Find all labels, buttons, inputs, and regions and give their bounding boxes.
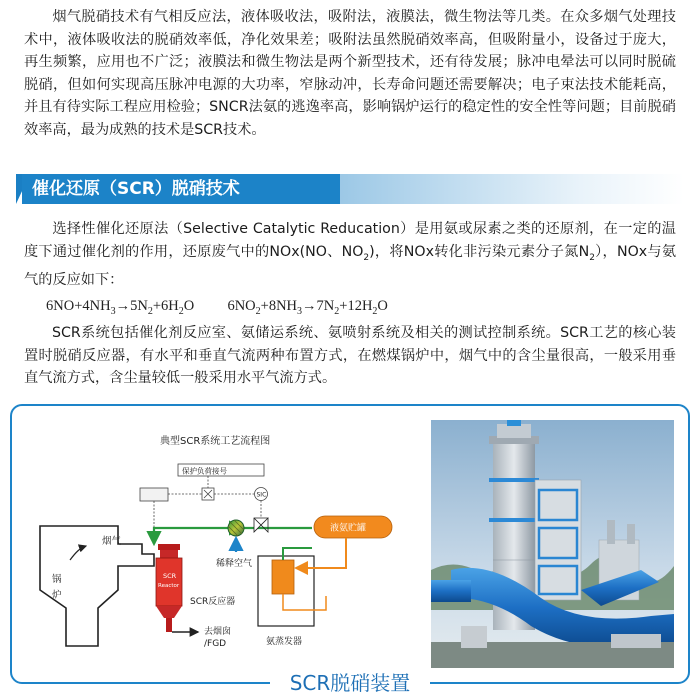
- reactor-text-2: Reactor: [158, 583, 180, 589]
- dilution-air-label: 稀释空气: [216, 559, 253, 569]
- eq2-part: O: [377, 298, 388, 314]
- boiler-outline: [40, 526, 154, 646]
- eq1-part: +6H: [152, 298, 179, 314]
- figure-caption: SCR脱硝装置: [270, 670, 430, 695]
- outlet-label-2: /FGD: [204, 639, 227, 649]
- eq1-sub: 2: [178, 305, 184, 317]
- scr-plant-photo: [431, 420, 674, 668]
- equation-1: [46, 298, 195, 317]
- eq2-part: +12H: [339, 298, 373, 314]
- section-heading-bar: [16, 174, 684, 204]
- eq2-sub: 3: [297, 305, 303, 317]
- outlet-label-1: 去烟囱: [204, 627, 232, 637]
- scr-intro-paragraph: [24, 218, 676, 292]
- eq1-part: 6NO+4NH: [46, 298, 111, 314]
- reaction-equations: [46, 298, 388, 317]
- eq2-sub: 2: [334, 305, 340, 317]
- eq2-part: →7N: [302, 298, 335, 314]
- eq2-sub: 2: [255, 305, 261, 317]
- scr-intro-sub-b: 2: [589, 252, 595, 263]
- heading-gradient: [340, 174, 684, 204]
- flue-gas-label: 烟气: [102, 536, 122, 547]
- scr-reactor: [156, 558, 182, 606]
- eq1-part: →5N: [115, 298, 148, 314]
- scr-process-diagram: [26, 420, 418, 668]
- section-title: 催化还原（SCR）脱硝技术: [22, 174, 340, 204]
- sic-label: SIC: [256, 491, 267, 499]
- evaporator-coil: [272, 560, 294, 594]
- intro-paragraph: [24, 6, 676, 142]
- reactor-label: SCR反应器: [190, 597, 236, 607]
- boiler-label-2: 炉: [52, 590, 62, 601]
- diagram-title: 典型SCR系统工艺流程图: [160, 436, 271, 447]
- eq2-sub: 2: [372, 305, 378, 317]
- scr-system-text: SCR系统包括催化剂反应室、氨储运系统、氨喷射系统及相关的测试控制系统。SCR工艺的核心装置时脱硝反应器，有水平和垂直气流两种布置方式，在燃煤锅炉中，烟气中的含尘量很高，一般采用垂直气流方式，含尘量较低一般采用水平气流方式。: [24, 325, 676, 387]
- eq1-part: O: [183, 298, 195, 314]
- ammonia-injection-line: [154, 528, 230, 532]
- scr-intro-sub-a: 2: [363, 252, 370, 263]
- scr-intro-text-b: )，将NOx转化非污染元素分子氮N: [369, 243, 590, 260]
- boiler-label-1: 锅: [52, 574, 62, 585]
- eq1-sub: 2: [147, 305, 153, 317]
- scr-intro-text-c: ），NOx与氨气的反应如下：: [24, 243, 677, 289]
- interlock-label: 保护负荷接号: [182, 466, 227, 476]
- evaporator-label: 氨蒸发器: [266, 637, 303, 647]
- equation-2: [227, 298, 388, 317]
- controller-box: [140, 488, 168, 501]
- eq1-sub: 3: [110, 305, 116, 317]
- scr-intro-text-a: 选择性催化还原法（Selective Catalytic Reducation）是用氨或尿素之类的还原剂，在一定的温度下通过催化剂的作用，还原废气中的NOx(NO、NO: [24, 221, 676, 260]
- intro-text: 烟气脱硝技术有气相反应法，液体吸收法，吸附法，液膜法，微生物法等几类。在众多烟气处理技术中，液体吸收法的脱硝效率低，净化效果差；吸附法虽然脱硝效率高，但吸附量小，设备过于庞大，再生频繁，应用也不广泛；液膜法和微生物法是两个新型技术，还有待发展；脉冲电晕法可以同时脱硫脱硝，但如何实现高压脉冲电源的大功率，窄脉动冲，长寿命问题还需要解决；电子束法技术能耗高，并且有待实际工程应用检验；SNCR法氨的逃逸率高，影响锅炉运行的稳定性的安全性等问题；目前脱硝效率高，最为成熟的技术是SCR技术。: [24, 9, 676, 138]
- eq2-part: 6NO: [227, 298, 256, 314]
- eq2-part: +8NH: [260, 298, 298, 314]
- ammonia-tank-label: 液氨贮罐: [330, 523, 367, 534]
- scr-system-paragraph: [24, 322, 676, 390]
- reactor-text-1: SCR: [163, 572, 177, 580]
